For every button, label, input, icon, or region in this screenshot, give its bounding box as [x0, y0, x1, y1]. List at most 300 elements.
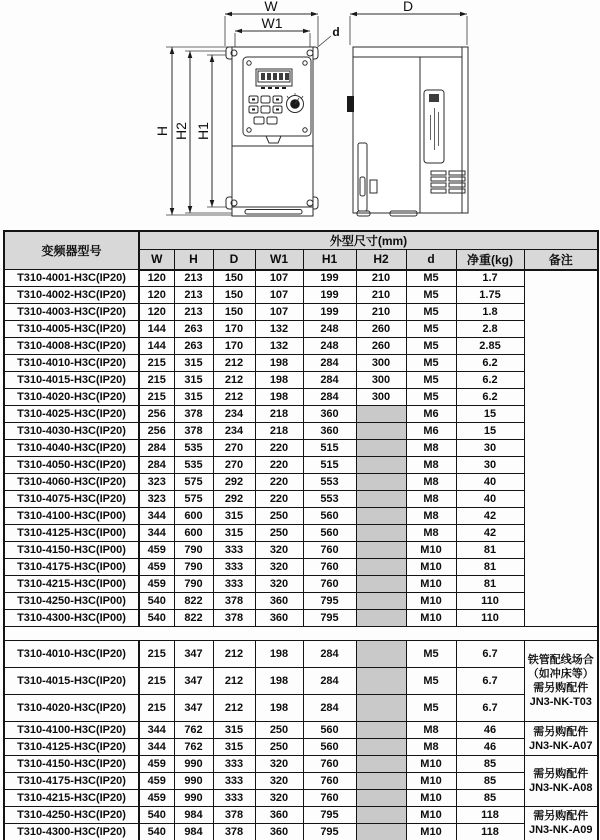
dim-cell: 6.2: [456, 355, 524, 372]
dim-cell: 150: [213, 304, 255, 321]
dim-cell: 315: [174, 355, 213, 372]
model-cell: T310-4215-H3C(IP00): [4, 576, 139, 593]
model-cell: T310-4001-H3C(IP20): [4, 270, 139, 287]
dim-cell: [356, 790, 406, 807]
model-cell: T310-4150-H3C(IP20): [4, 756, 139, 773]
remark-line: JN3-NK-A09: [528, 824, 593, 837]
dim-cell: [356, 474, 406, 491]
table-row: [4, 739, 598, 756]
dim-cell: 360: [255, 807, 303, 824]
model-cell: T310-4300-H3C(IP20): [4, 824, 139, 840]
dim-cell: 213: [174, 270, 213, 287]
dim-label-depth: D: [402, 0, 414, 14]
dim-cell: 560: [303, 508, 356, 525]
dim-cell: M5: [406, 304, 456, 321]
dim-cell: 6.2: [456, 389, 524, 406]
dim-label-h2: H2: [173, 122, 189, 140]
dim-cell: 378: [213, 824, 255, 840]
dim-cell: 250: [255, 508, 303, 525]
model-cell: T310-4010-H3C(IP20): [4, 355, 139, 372]
dim-cell: 198: [255, 372, 303, 389]
dim-cell: [356, 773, 406, 790]
dim-cell: [356, 576, 406, 593]
model-cell: T310-4005-H3C(IP20): [4, 321, 139, 338]
dim-cell: 760: [303, 790, 356, 807]
dim-cell: M8: [406, 457, 456, 474]
dim-cell: 378: [174, 406, 213, 423]
dim-cell: M10: [406, 576, 456, 593]
model-cell: T310-4050-H3C(IP20): [4, 457, 139, 474]
dim-cell: 220: [255, 440, 303, 457]
dim-label-h: H: [154, 125, 170, 137]
dim-cell: 378: [213, 593, 255, 610]
model-cell: T310-4010-H3C(IP20): [4, 641, 139, 668]
dim-cell: 459: [139, 542, 174, 559]
dim-cell: 107: [255, 304, 303, 321]
dim-cell: 360: [255, 593, 303, 610]
table-row: [4, 508, 598, 525]
dim-cell: 760: [303, 576, 356, 593]
dim-cell: 248: [303, 321, 356, 338]
dim-label-h1: H1: [195, 122, 211, 140]
dim-cell: M6: [406, 423, 456, 440]
dim-cell: 790: [174, 576, 213, 593]
dim-cell: 360: [303, 423, 356, 440]
dim-cell: 215: [139, 372, 174, 389]
dim-cell: 984: [174, 807, 213, 824]
dim-cell: 323: [139, 491, 174, 508]
table-row: [4, 756, 598, 773]
col-header-w1: W1: [255, 250, 303, 270]
dim-cell: 984: [174, 824, 213, 840]
dim-cell: 790: [174, 559, 213, 576]
dim-cell: 270: [213, 457, 255, 474]
table-row: [4, 321, 598, 338]
dim-cell: 284: [303, 668, 356, 695]
side-view: [347, 0, 468, 216]
dim-cell: 300: [356, 355, 406, 372]
dim-cell: 218: [255, 423, 303, 440]
col-header-weight: 净重(kg): [456, 250, 524, 270]
dim-cell: M8: [406, 474, 456, 491]
dimension-diagram: [0, 0, 600, 230]
model-cell: T310-4008-H3C(IP20): [4, 338, 139, 355]
dim-cell: 198: [255, 695, 303, 722]
dim-cell: 260: [356, 338, 406, 355]
dim-cell: 822: [174, 610, 213, 627]
model-cell: T310-4250-H3C(IP00): [4, 593, 139, 610]
dim-cell: 118: [456, 824, 524, 840]
remark-cell: [524, 807, 598, 840]
dim-cell: 213: [174, 287, 213, 304]
dim-cell: M10: [406, 593, 456, 610]
table-row: [4, 338, 598, 355]
dim-cell: 2.8: [456, 321, 524, 338]
table-row: [4, 423, 598, 440]
dim-cell: 215: [139, 389, 174, 406]
col-header-remark: 备注: [524, 250, 598, 270]
dim-cell: 250: [255, 739, 303, 756]
dim-cell: 320: [255, 542, 303, 559]
dim-cell: 320: [255, 790, 303, 807]
dim-cell: 315: [174, 389, 213, 406]
dim-cell: [356, 824, 406, 840]
col-header-dims-group: 外型尺寸(mm): [139, 231, 598, 250]
remark-line: 需另购配件: [533, 682, 589, 694]
model-cell: T310-4040-H3C(IP20): [4, 440, 139, 457]
dim-cell: [356, 641, 406, 668]
table-row: [4, 525, 598, 542]
dim-cell: 6.2: [456, 372, 524, 389]
dim-cell: 198: [255, 355, 303, 372]
dim-cell: 260: [356, 321, 406, 338]
dim-cell: 256: [139, 406, 174, 423]
col-header-h: H: [174, 250, 213, 270]
remark-line: 需另购配件: [533, 725, 589, 738]
dim-cell: [356, 508, 406, 525]
dim-cell: 1.7: [456, 270, 524, 287]
dim-cell: 760: [303, 756, 356, 773]
dim-cell: 515: [303, 457, 356, 474]
table-row: [4, 559, 598, 576]
dim-cell: [356, 525, 406, 542]
dim-cell: 250: [255, 525, 303, 542]
dim-cell: 220: [255, 474, 303, 491]
col-header-depth: D: [213, 250, 255, 270]
dim-cell: 170: [213, 321, 255, 338]
dim-cell: 333: [213, 756, 255, 773]
dim-cell: [356, 593, 406, 610]
dim-cell: 378: [213, 807, 255, 824]
remark-cell: [524, 722, 598, 756]
dim-cell: 120: [139, 304, 174, 321]
table-row: [4, 695, 598, 722]
dim-cell: 284: [139, 457, 174, 474]
model-cell: T310-4020-H3C(IP20): [4, 695, 139, 722]
model-cell: T310-4175-H3C(IP20): [4, 773, 139, 790]
dim-cell: 540: [139, 824, 174, 840]
dim-cell: 118: [456, 807, 524, 824]
dim-cell: M5: [406, 372, 456, 389]
table-row: [4, 722, 598, 739]
dim-cell: 46: [456, 722, 524, 739]
col-header-h1: H1: [303, 250, 356, 270]
table-row: [4, 440, 598, 457]
dim-cell: 347: [174, 641, 213, 668]
table-row: [4, 668, 598, 695]
dim-cell: 170: [213, 338, 255, 355]
model-cell: T310-4015-H3C(IP20): [4, 372, 139, 389]
dim-cell: 378: [174, 423, 213, 440]
table-row: [4, 406, 598, 423]
remark-line: （如冲床等）: [527, 668, 594, 680]
remark-cell: [524, 641, 598, 722]
table-row: [4, 457, 598, 474]
table-row: [4, 593, 598, 610]
remark-cell: [524, 270, 598, 627]
dim-cell: M8: [406, 491, 456, 508]
dim-cell: 132: [255, 321, 303, 338]
dim-cell: M10: [406, 790, 456, 807]
dim-cell: M10: [406, 610, 456, 627]
dim-cell: M8: [406, 440, 456, 457]
dim-cell: 347: [174, 668, 213, 695]
dim-label-d-hole: d: [332, 25, 340, 39]
dim-cell: 600: [174, 508, 213, 525]
dim-cell: [356, 739, 406, 756]
dim-cell: 822: [174, 593, 213, 610]
spacer-cell: [4, 627, 598, 641]
dim-cell: 378: [213, 610, 255, 627]
dim-cell: 284: [303, 355, 356, 372]
dim-cell: 315: [213, 739, 255, 756]
dim-cell: 212: [213, 372, 255, 389]
dim-cell: M5: [406, 338, 456, 355]
dim-cell: 198: [255, 641, 303, 668]
dim-cell: 360: [255, 824, 303, 840]
dim-cell: 315: [213, 525, 255, 542]
dim-cell: 333: [213, 773, 255, 790]
dim-cell: 459: [139, 576, 174, 593]
dim-cell: 212: [213, 389, 255, 406]
dim-cell: M10: [406, 824, 456, 840]
dim-cell: 333: [213, 576, 255, 593]
dim-cell: 250: [255, 722, 303, 739]
dim-cell: 213: [174, 304, 213, 321]
dim-cell: M8: [406, 525, 456, 542]
dim-cell: 344: [139, 722, 174, 739]
dim-cell: 515: [303, 440, 356, 457]
dim-cell: 553: [303, 491, 356, 508]
dim-cell: 344: [139, 508, 174, 525]
dim-cell: 459: [139, 790, 174, 807]
dim-cell: M5: [406, 668, 456, 695]
dim-cell: 2.85: [456, 338, 524, 355]
dim-cell: 553: [303, 474, 356, 491]
model-cell: T310-4025-H3C(IP20): [4, 406, 139, 423]
dim-cell: 110: [456, 593, 524, 610]
dim-cell: 199: [303, 304, 356, 321]
dim-cell: 6.7: [456, 668, 524, 695]
table-row: [4, 491, 598, 508]
dim-cell: M6: [406, 406, 456, 423]
model-cell: T310-4215-H3C(IP20): [4, 790, 139, 807]
spec-table: [3, 230, 599, 840]
table-row: [4, 641, 598, 668]
dim-cell: 575: [174, 474, 213, 491]
dim-cell: 315: [213, 722, 255, 739]
dim-cell: 212: [213, 355, 255, 372]
model-cell: T310-4003-H3C(IP20): [4, 304, 139, 321]
dim-cell: 144: [139, 338, 174, 355]
dim-cell: 42: [456, 525, 524, 542]
table-row: [4, 824, 598, 840]
dim-cell: 292: [213, 474, 255, 491]
model-cell: T310-4300-H3C(IP00): [4, 610, 139, 627]
model-cell: T310-4030-H3C(IP20): [4, 423, 139, 440]
dim-cell: 284: [139, 440, 174, 457]
dim-cell: M8: [406, 739, 456, 756]
dim-cell: 760: [303, 559, 356, 576]
dim-cell: 212: [213, 695, 255, 722]
model-cell: T310-4125-H3C(IP20): [4, 739, 139, 756]
dim-cell: 795: [303, 807, 356, 824]
dim-label-w: W: [264, 0, 278, 14]
dim-cell: 199: [303, 287, 356, 304]
dim-cell: 234: [213, 423, 255, 440]
dim-cell: 560: [303, 739, 356, 756]
model-cell: T310-4250-H3C(IP20): [4, 807, 139, 824]
dim-cell: 81: [456, 542, 524, 559]
model-cell: T310-4175-H3C(IP00): [4, 559, 139, 576]
dim-cell: 540: [139, 807, 174, 824]
dim-cell: [356, 559, 406, 576]
table-row: [4, 304, 598, 321]
dim-cell: 85: [456, 773, 524, 790]
dim-cell: 215: [139, 641, 174, 668]
model-cell: T310-4150-H3C(IP00): [4, 542, 139, 559]
dim-cell: 535: [174, 440, 213, 457]
dim-cell: 15: [456, 423, 524, 440]
dim-cell: 323: [139, 474, 174, 491]
remark-line: 需另购配件: [533, 768, 589, 780]
dim-cell: 212: [213, 668, 255, 695]
remark-line: 需另购配件: [533, 810, 589, 823]
dim-cell: [356, 695, 406, 722]
model-cell: T310-4002-H3C(IP20): [4, 287, 139, 304]
dim-cell: [356, 491, 406, 508]
dim-cell: 320: [255, 756, 303, 773]
dim-cell: 46: [456, 739, 524, 756]
dim-cell: 315: [213, 508, 255, 525]
dim-cell: 760: [303, 542, 356, 559]
dim-cell: 762: [174, 739, 213, 756]
dim-cell: 1.8: [456, 304, 524, 321]
dim-cell: 990: [174, 756, 213, 773]
dim-cell: [356, 457, 406, 474]
dim-cell: 107: [255, 270, 303, 287]
dim-cell: M8: [406, 722, 456, 739]
dim-cell: 795: [303, 824, 356, 840]
table-row: [4, 474, 598, 491]
dim-cell: 210: [356, 287, 406, 304]
dim-cell: 215: [139, 695, 174, 722]
dim-cell: 284: [303, 641, 356, 668]
dim-cell: 560: [303, 525, 356, 542]
dim-cell: 760: [303, 773, 356, 790]
dim-cell: 320: [255, 576, 303, 593]
dim-cell: 40: [456, 474, 524, 491]
front-view: [154, 0, 340, 216]
table-row: [4, 287, 598, 304]
dim-cell: 215: [139, 668, 174, 695]
dim-cell: 220: [255, 491, 303, 508]
dim-cell: 284: [303, 695, 356, 722]
dim-cell: M5: [406, 695, 456, 722]
dim-cell: 220: [255, 457, 303, 474]
dim-cell: M5: [406, 321, 456, 338]
dim-cell: 218: [255, 406, 303, 423]
dim-cell: 234: [213, 406, 255, 423]
dim-cell: 333: [213, 542, 255, 559]
dim-cell: 85: [456, 756, 524, 773]
dim-cell: 263: [174, 321, 213, 338]
dim-cell: 540: [139, 593, 174, 610]
dim-cell: 107: [255, 287, 303, 304]
dim-cell: [356, 668, 406, 695]
dim-cell: 292: [213, 491, 255, 508]
dim-cell: 990: [174, 773, 213, 790]
model-cell: T310-4015-H3C(IP20): [4, 668, 139, 695]
dim-cell: 198: [255, 668, 303, 695]
dim-cell: 248: [303, 338, 356, 355]
dim-cell: 15: [456, 406, 524, 423]
dim-cell: 120: [139, 270, 174, 287]
dim-cell: 1.75: [456, 287, 524, 304]
dim-cell: [356, 406, 406, 423]
remark-line: 铁管配线场合: [527, 654, 594, 666]
col-header-hole: d: [406, 250, 456, 270]
dim-label-w1: W1: [261, 15, 283, 31]
dim-cell: M8: [406, 508, 456, 525]
remark-cell: [524, 756, 598, 807]
dim-cell: 81: [456, 576, 524, 593]
remark-line: JN3-NK-A08: [528, 782, 593, 794]
model-cell: T310-4100-H3C(IP00): [4, 508, 139, 525]
dim-cell: 459: [139, 756, 174, 773]
model-cell: T310-4060-H3C(IP20): [4, 474, 139, 491]
dim-cell: 6.7: [456, 695, 524, 722]
table-row: [4, 372, 598, 389]
dim-cell: 790: [174, 542, 213, 559]
dim-cell: 300: [356, 372, 406, 389]
remark-line: JN3-NK-A07: [528, 739, 593, 752]
dim-cell: 132: [255, 338, 303, 355]
dim-cell: 344: [139, 525, 174, 542]
dim-cell: 333: [213, 559, 255, 576]
dim-cell: [356, 423, 406, 440]
dim-cell: 540: [139, 610, 174, 627]
dim-cell: 284: [303, 372, 356, 389]
dim-cell: [356, 610, 406, 627]
dim-cell: 210: [356, 270, 406, 287]
table-row: [4, 542, 598, 559]
table-row: [4, 270, 598, 287]
dim-cell: 333: [213, 790, 255, 807]
table-row: [4, 610, 598, 627]
dim-cell: 560: [303, 722, 356, 739]
table-row: [4, 389, 598, 406]
dim-cell: [356, 756, 406, 773]
terminal-block: [347, 96, 354, 112]
dim-cell: 795: [303, 593, 356, 610]
table-row: [4, 807, 598, 824]
col-header-model: 变频器型号: [4, 231, 139, 270]
dim-cell: 150: [213, 270, 255, 287]
dim-cell: 110: [456, 610, 524, 627]
table-row: [4, 773, 598, 790]
model-cell: T310-4075-H3C(IP20): [4, 491, 139, 508]
dim-cell: 459: [139, 559, 174, 576]
dim-cell: [356, 807, 406, 824]
table-row: [4, 355, 598, 372]
dim-cell: 347: [174, 695, 213, 722]
col-header-h2: H2: [356, 250, 406, 270]
dim-cell: 81: [456, 559, 524, 576]
dim-cell: 762: [174, 722, 213, 739]
dim-cell: 575: [174, 491, 213, 508]
dim-cell: 795: [303, 610, 356, 627]
